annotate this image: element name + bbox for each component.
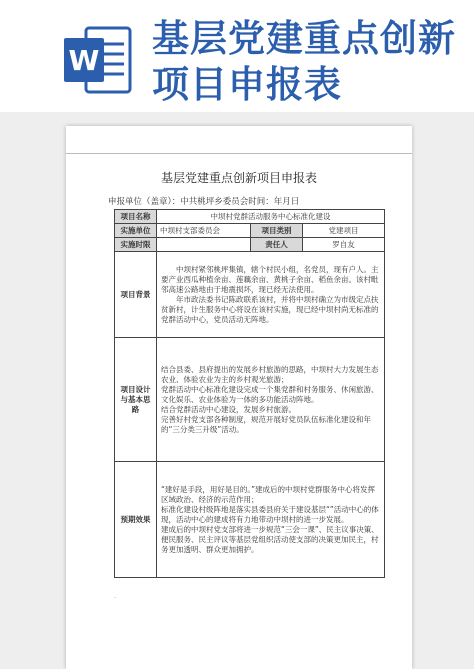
period-value: [157, 238, 251, 252]
owner-value: 罗自友: [303, 238, 385, 252]
design-paragraph: 结合县委、县府提出的发展乡村旅游的思路，中坝村大力发展生态农业、体验农业为主的乡村观光旅游；: [161, 364, 379, 384]
project-name-label: 项目名称: [115, 210, 157, 224]
application-form-table: [114, 209, 385, 578]
row-project-name: [115, 210, 385, 224]
banner-title-line1: 基层党建重点创新: [152, 17, 456, 60]
owner-label: 责任人: [251, 238, 303, 252]
design-paragraph: 党群活动中心标准化建设完成一个集党群和村务服务、休闲旅游、文化娱乐、农业体验为一体的多功能活动阵地。: [161, 384, 379, 404]
design-paragraph: 完善好村党支部各种制度，规范开展好党员队伍标准化建设和年的“三分类三升级”活动。: [161, 414, 371, 434]
effect-content: [157, 462, 385, 578]
design-label: 项目设计与基本思路: [115, 338, 157, 462]
document-title: 基层党建重点创新项目申报表: [160, 171, 317, 185]
background-paragraph: 中坝村紧邻桃坪集镇，辖个村民小组，名党员，现有户人。主要产业西瓜种植余亩、莲藕余亩、黄桃子余亩、稻鱼余亩。该村毗邻高速公路地由于地震损坏，现已经无法使用。: [161, 264, 379, 294]
document-page: [66, 126, 412, 669]
effect-paragraph: 建成后的中坝村党支部将进一步规范“三会一课”、民主议事决策、便民服务、民主评议等基层党组织活动使支部的决策更加民主，村务更加透明、群众更加拥护。: [161, 524, 379, 554]
background-content: [157, 252, 385, 338]
svg-text:W: W: [68, 44, 100, 77]
banner-title: [152, 16, 456, 108]
background-paragraph: 年市政法委书记陈政联系该村，并将中坝村确立为市级定点扶贫新村，计生服务中心将设在该村实施，现已经中坝村尚无标准的党群活动中心，党员活动无阵地。: [161, 294, 379, 324]
category-label: 项目类别: [251, 224, 303, 238]
category-value: 党建项目: [303, 224, 385, 238]
banner-title-line2: 项目申报表: [152, 63, 342, 106]
effect-paragraph: 标准化建设村级阵地是落实县委县府关于建设基层“”活动中心的体现，活动中心的建成将有力地带动中坝村的进一步发展。: [161, 504, 379, 524]
row-design: [115, 338, 385, 462]
implement-unit-label: 实施单位: [115, 224, 157, 238]
project-name-value: 中坝村党群活动服务中心标准化建设: [157, 210, 385, 224]
row-background: [115, 252, 385, 338]
word-doc-icon: [62, 24, 134, 96]
row-period: [115, 238, 385, 252]
row-implement-unit: [115, 224, 385, 238]
implement-unit-value: 中坝村支部委员会: [157, 224, 251, 238]
period-label: 实施时限: [115, 238, 157, 252]
background-label: 项目背景: [115, 252, 157, 338]
effect-label: 预期效果: [115, 462, 157, 578]
declare-line: 申报单位（盖章）：中共桃坪乡委员会时间：年月日: [108, 197, 300, 207]
row-effect: [115, 462, 385, 578]
design-content: [157, 338, 385, 462]
header-rule: [66, 153, 412, 154]
page-mark: ·: [114, 594, 117, 602]
design-paragraph: 结合党群活动中心建设，发展乡村旅游。: [161, 404, 296, 414]
banner: [0, 0, 474, 112]
effect-paragraph: “建好是手段，用好是目的。”建成后的中坝村党群服务中心将发挥区域政治、经济的示范作用；: [161, 484, 376, 504]
